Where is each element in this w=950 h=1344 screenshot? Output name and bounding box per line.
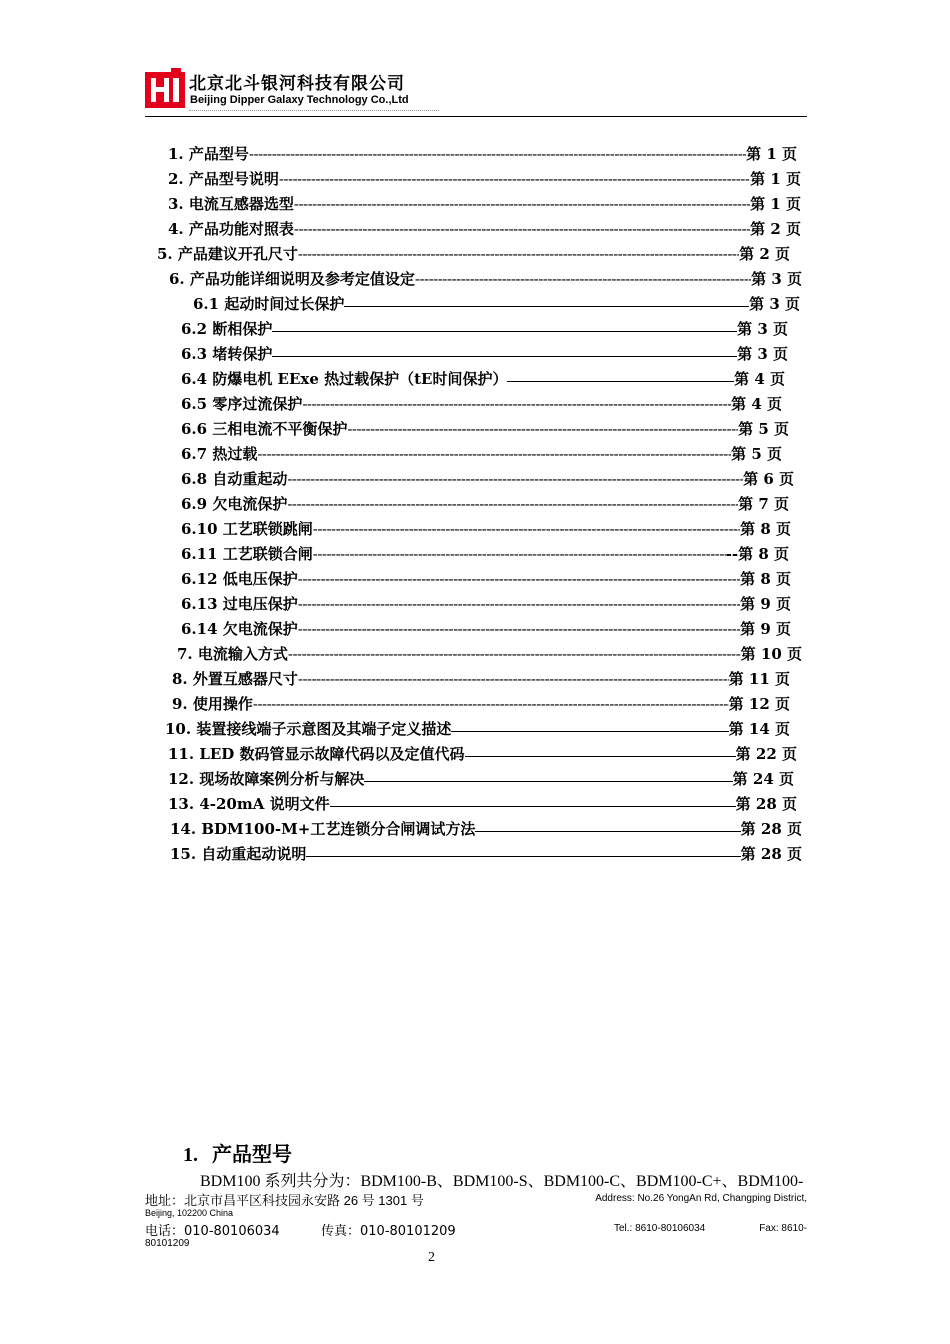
toc-entry-page: 第 10 页 — [740, 645, 802, 663]
toc-entry-title: 6.2 断相保护 — [181, 320, 273, 338]
toc-entry[interactable] — [181, 618, 791, 640]
toc-leader — [302, 395, 731, 413]
toc-entry[interactable] — [181, 368, 785, 390]
toc-entry[interactable] — [181, 343, 788, 365]
footer-tel-en: Tel.: 8610-80106034 — [614, 1223, 706, 1234]
toc-entry-page: 第 2 页 — [750, 220, 801, 238]
toc-entry[interactable] — [181, 443, 782, 465]
toc-entry-page: 第 4 页 — [734, 370, 785, 388]
toc-leader — [344, 306, 749, 307]
company-logo — [145, 68, 185, 108]
toc-entry-page: --第 8 页 — [725, 545, 789, 563]
company-name-en: Beijing Dipper Galaxy Technology Co.,Ltd — [190, 94, 409, 106]
toc-entry-page: 第 14 页 — [728, 720, 790, 738]
toc-entry-page: 第 1 页 — [750, 170, 801, 188]
header-rule — [145, 116, 807, 117]
toc-entry-page: 第 24 页 — [732, 770, 794, 788]
toc-leader — [347, 420, 738, 438]
toc-entry-page: 第 28 页 — [740, 820, 802, 838]
toc-entry-title: 6.7 热过载 — [181, 445, 258, 463]
toc-entry[interactable] — [181, 593, 791, 615]
toc-leader — [364, 781, 732, 782]
toc-entry-page: 第 3 页 — [751, 270, 802, 288]
footer-fax-cn: 传真：010-80101209 — [321, 1224, 456, 1239]
toc-entry-title: 8. 外置互感器尺寸 — [172, 670, 298, 688]
toc-leader — [287, 470, 743, 488]
toc-leader — [272, 356, 737, 357]
toc-entry-title: 6.3 堵转保护 — [181, 345, 273, 363]
toc-entry[interactable] — [181, 418, 789, 440]
toc-entry[interactable] — [181, 318, 788, 340]
toc-leader — [465, 756, 736, 757]
toc-entry[interactable] — [170, 818, 802, 840]
toc-entry[interactable] — [170, 843, 802, 865]
toc-entry-title: 6.5 零序过流保护 — [181, 395, 303, 413]
toc-leader — [287, 495, 738, 513]
toc-leader — [257, 445, 731, 463]
toc-entry-page: 第 9 页 — [740, 595, 791, 613]
page-number: 2 — [428, 1250, 435, 1265]
footer-address-en: Address: No.26 YongAn Rd, Changping District, — [595, 1193, 807, 1204]
toc-entry-title: 6.4 防爆电机 EExe 热过载保护（tE时间保护） — [181, 370, 508, 388]
toc-leader — [298, 620, 740, 638]
section-title: 产品型号 — [212, 1142, 292, 1166]
toc-leader — [249, 145, 746, 163]
toc-entry-page: 第 2 页 — [739, 245, 790, 263]
toc-leader — [313, 545, 726, 563]
toc-leader — [294, 220, 750, 238]
toc-entry-title: 6. 产品功能详细说明及参考定值设定 — [169, 270, 415, 288]
footer-fax-en-line2: 80101209 — [145, 1238, 190, 1249]
toc-entry-page: 第 12 页 — [728, 695, 790, 713]
toc-leader — [298, 670, 729, 688]
toc-leader — [475, 831, 740, 832]
toc-entry-title: 6.11 工艺联锁合闸 — [181, 545, 313, 563]
toc-entry-title: 9. 使用操作 — [172, 695, 253, 713]
toc-entry-title: 2. 产品型号说明 — [168, 170, 279, 188]
toc-entry[interactable] — [168, 193, 801, 215]
toc-entry-page: 第 5 页 — [731, 445, 782, 463]
toc-leader — [253, 695, 729, 713]
toc-entry[interactable] — [168, 218, 801, 240]
toc-entry-title: 6.8 自动重起动 — [181, 470, 288, 488]
toc-entry[interactable] — [168, 768, 794, 790]
toc-entry-page: 第 11 页 — [728, 670, 790, 688]
toc-entry-page: 第 6 页 — [743, 470, 794, 488]
section-number: 1. — [183, 1144, 198, 1166]
toc-entry-page: 第 8 页 — [740, 520, 791, 538]
toc-entry[interactable] — [181, 518, 791, 540]
toc-entry-title: 15. 自动重起动说明 — [170, 845, 307, 863]
toc-entry-title: 12. 现场故障案例分析与解决 — [168, 770, 365, 788]
toc-leader — [272, 331, 737, 332]
toc-entry-title: 5. 产品建议开孔尺寸 — [157, 245, 298, 263]
toc-entry[interactable] — [169, 268, 802, 290]
toc-entry[interactable] — [172, 693, 790, 715]
toc-leader — [451, 731, 728, 732]
toc-leader — [306, 856, 740, 857]
toc-leader — [288, 645, 741, 663]
toc-entry-title: 6.14 欠电流保护 — [181, 620, 298, 638]
toc-entry-title: 1. 产品型号 — [168, 145, 249, 163]
toc-entry[interactable] — [168, 143, 797, 165]
section-body-text: BDM100 系列共分为：BDM100-B、BDM100-S、BDM100-C、BDM100-C+、BDM100- — [200, 1173, 804, 1190]
toc-entry-title: 6.12 低电压保护 — [181, 570, 298, 588]
toc-leader — [298, 570, 740, 588]
toc-entry-page: 第 1 页 — [746, 145, 797, 163]
toc-entry[interactable] — [193, 293, 800, 315]
toc-entry[interactable] — [181, 393, 782, 415]
toc-entry-page: 第 7 页 — [738, 495, 789, 513]
toc-entry[interactable] — [181, 468, 794, 490]
toc-entry-page: 第 28 页 — [735, 795, 797, 813]
toc-entry[interactable] — [165, 718, 790, 740]
toc-entry-page: 第 9 页 — [740, 620, 791, 638]
toc-entry[interactable] — [157, 243, 790, 265]
toc-entry-title: 14. BDM100-M+工艺连锁分合闸调试方法 — [170, 820, 476, 838]
section-heading — [183, 1138, 292, 1167]
toc-leader — [330, 806, 736, 807]
toc-entry-title: 3. 电流互感器选型 — [168, 195, 294, 213]
toc-entry-title: 7. 电流输入方式 — [177, 645, 288, 663]
toc-entry-page: 第 22 页 — [735, 745, 797, 763]
toc-entry-page: 第 8 页 — [740, 570, 791, 588]
toc-entry-title: 6.13 过电压保护 — [181, 595, 298, 613]
toc-entry-page: 第 1 页 — [750, 195, 801, 213]
toc-entry-title: 6.9 欠电流保护 — [181, 495, 288, 513]
toc-entry-title: 6.6 三相电流不平衡保护 — [181, 420, 348, 438]
toc-entry-title: 4. 产品功能对照表 — [168, 220, 294, 238]
toc-leader — [507, 381, 734, 382]
toc-entry-title: 13. 4-20mA 说明文件 — [168, 795, 330, 813]
toc-entry-title: 6.10 工艺联锁跳闸 — [181, 520, 313, 538]
toc-entry[interactable] — [181, 568, 791, 590]
toc-entry-page: 第 28 页 — [740, 845, 802, 863]
footer-address-en-line2: Beijing, 102200 China — [145, 1208, 234, 1218]
toc-entry-page: 第 5 页 — [738, 420, 789, 438]
footer-tel-cn: 电话：010-80106034 — [145, 1224, 280, 1239]
toc-entry-title: 6.1 起动时间过长保护 — [193, 295, 345, 313]
toc-entry[interactable] — [181, 493, 789, 515]
header-dotted-line — [189, 110, 439, 111]
toc-leader — [279, 170, 750, 188]
toc-entry[interactable] — [168, 793, 797, 815]
toc-entry-title: 11. LED 数码管显示故障代码以及定值代码 — [168, 745, 465, 763]
toc-entry-title: 10. 装置接线端子示意图及其端子定义描述 — [165, 720, 452, 738]
company-name-cn: 北京北斗银河科技有限公司 — [189, 74, 405, 94]
toc-entry-page: 第 4 页 — [731, 395, 782, 413]
toc-leader — [294, 195, 750, 213]
toc-entry[interactable] — [172, 668, 790, 690]
toc-leader — [313, 520, 740, 538]
footer-fax-en: Fax: 8610- — [759, 1223, 807, 1234]
toc-entry-page: 第 3 页 — [737, 320, 788, 338]
toc-entry-page: 第 3 页 — [749, 295, 800, 313]
toc-entry[interactable] — [168, 743, 797, 765]
toc-leader — [298, 595, 740, 613]
page-header — [145, 66, 807, 118]
toc-leader — [298, 245, 739, 263]
footer-address-cn: 地址：北京市昌平区科技园永安路 26 号 1301 号 — [145, 1193, 424, 1208]
toc-leader — [415, 270, 751, 288]
toc-entry[interactable] — [177, 643, 802, 665]
toc-entry[interactable] — [168, 168, 801, 190]
toc-entry-page: 第 3 页 — [737, 345, 788, 363]
toc-entry[interactable] — [181, 543, 789, 565]
